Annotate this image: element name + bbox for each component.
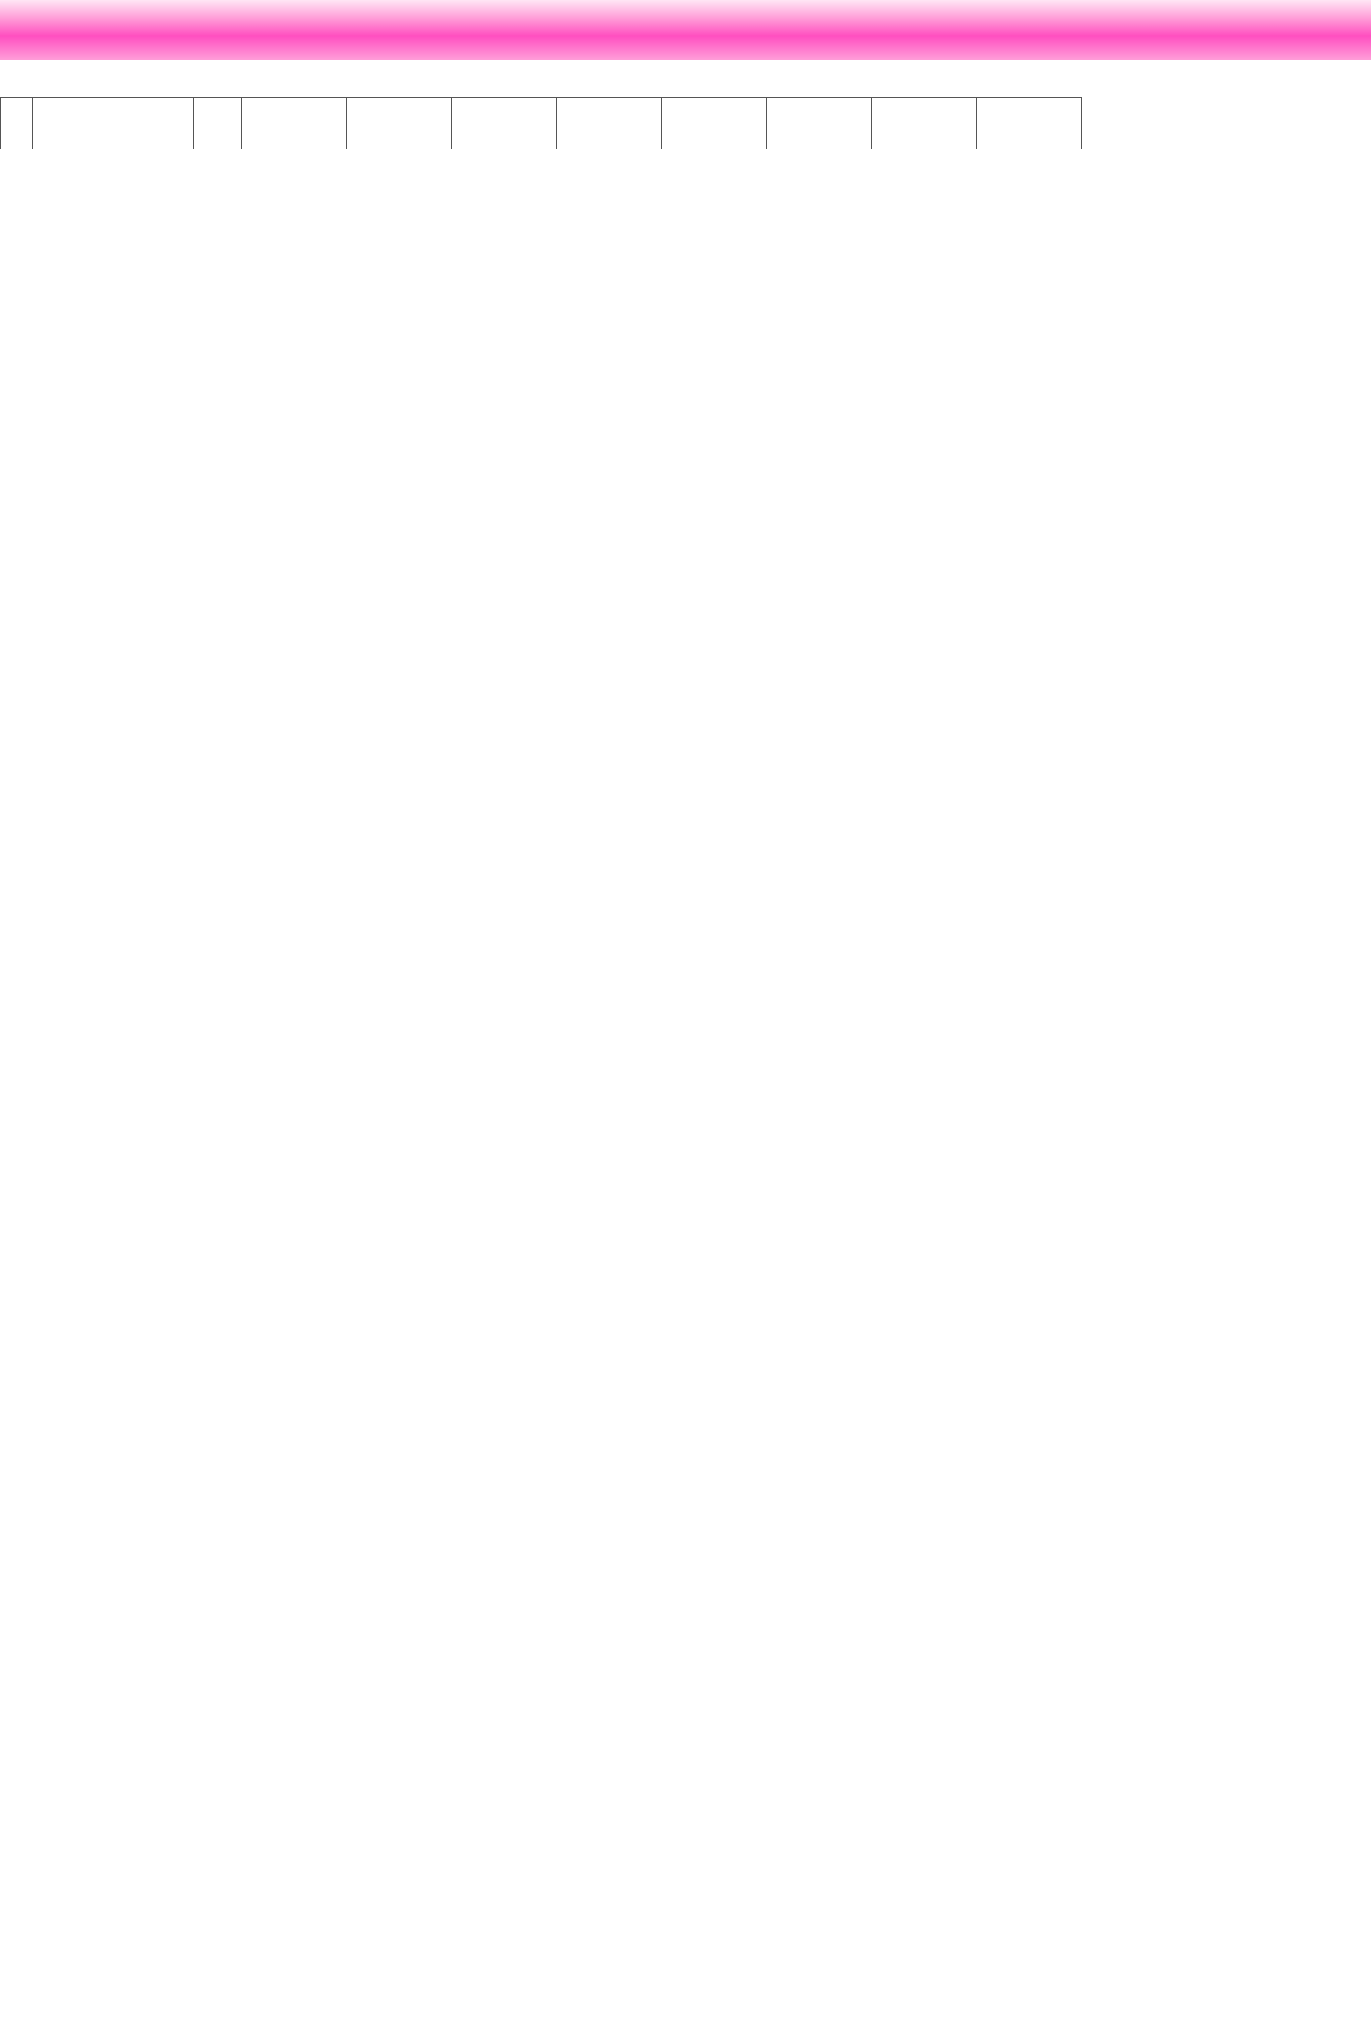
tips-table — [0, 97, 1371, 149]
page-title — [0, 0, 1371, 60]
